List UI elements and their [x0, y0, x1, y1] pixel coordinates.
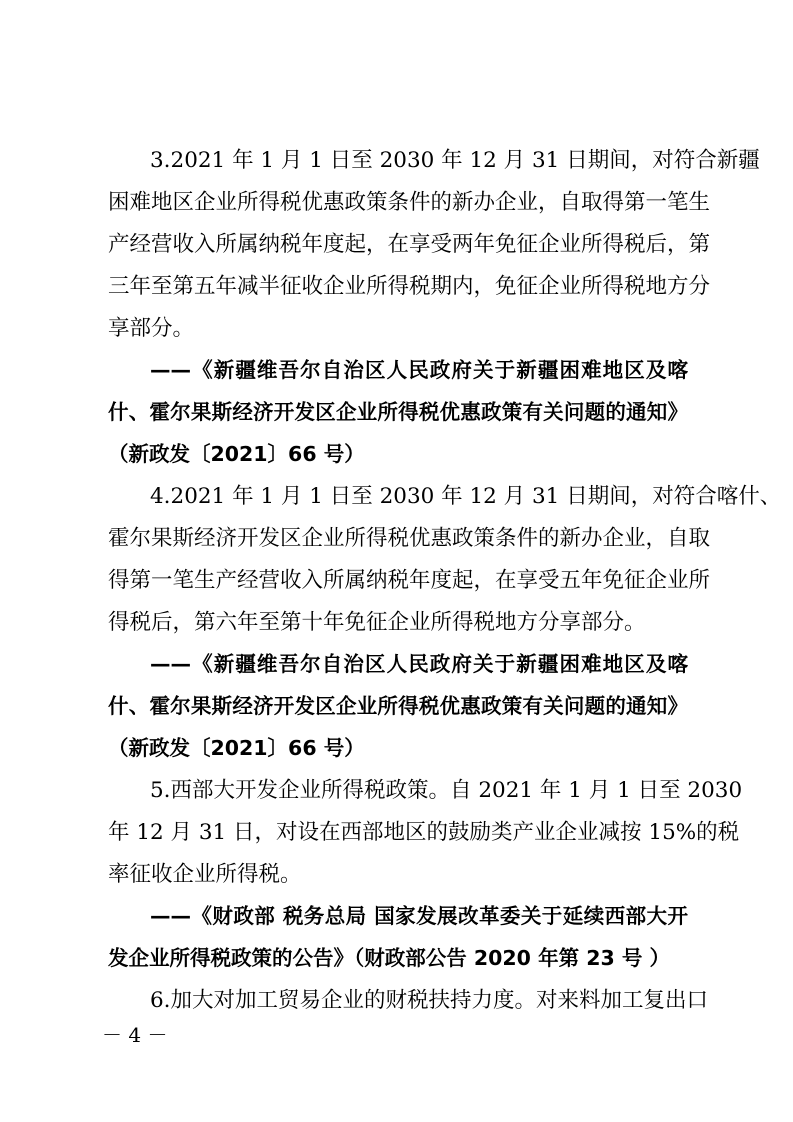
citation-2-line-1: ——《新疆维吾尔自治区人民政府关于新疆困难地区及喀: [150, 652, 688, 676]
citation-1-line-1: ——《新疆维吾尔自治区人民政府关于新疆困难地区及喀: [150, 358, 688, 382]
citation-1-line-2: 什、霍尔果斯经济开发区企业所得税优惠政策有关问题的通知》: [108, 400, 688, 424]
citation-2-line-3: （新政发〔2021〕66 号）: [108, 736, 365, 760]
item-5-line-1: 5.西部大开发企业所得税政策。自 2021 年 1 月 1 日至 2030: [150, 778, 743, 803]
citation-2-line-2: 什、霍尔果斯经济开发区企业所得税优惠政策有关问题的通知》: [108, 694, 688, 718]
item-3-line-4: 三年至第五年减半征收企业所得税期内，免征企业所得税地方分: [108, 274, 711, 299]
item-4-line-2: 霍尔果斯经济开发区企业所得税优惠政策条件的新办企业，自取: [108, 526, 711, 551]
item-4-line-4: 得税后，第六年至第十年免征企业所得税地方分享部分。: [108, 610, 646, 635]
item-6-line-1: 6.加大对加工贸易企业的财税扶持力度。对来料加工复出口: [150, 988, 709, 1013]
item-3-line-1: 3.2021 年 1 月 1 日至 2030 年 12 月 31 日期间，对符合新疆: [150, 148, 760, 173]
item-3-line-3: 产经营收入所属纳税年度起，在享受两年免征企业所得税后，第: [108, 232, 711, 257]
item-5-line-3: 率征收企业所得税。: [108, 862, 302, 887]
item-3-line-5: 享部分。: [108, 316, 195, 341]
citation-3-line-1: ——《财政部 税务总局 国家发展改革委关于延续西部大开: [150, 904, 688, 928]
item-4-line-1: 4.2021 年 1 月 1 日至 2030 年 12 月 31 日期间，对符合喀什、: [150, 484, 782, 509]
page-number: － 4 －: [102, 1023, 168, 1047]
citation-3-line-2: 发企业所得税政策的公告》（财政部公告 2020 年第 23 号 ）: [108, 946, 671, 970]
item-5-line-2: 年 12 月 31 日，对设在西部地区的鼓励类产业企业减按 15%的税: [108, 820, 740, 845]
citation-1-line-3: （新政发〔2021〕66 号）: [108, 442, 365, 466]
item-3-line-2: 困难地区企业所得税优惠政策条件的新办企业，自取得第一笔生: [108, 190, 711, 215]
item-4-line-3: 得第一笔生产经营收入所属纳税年度起，在享受五年免征企业所: [108, 568, 711, 593]
